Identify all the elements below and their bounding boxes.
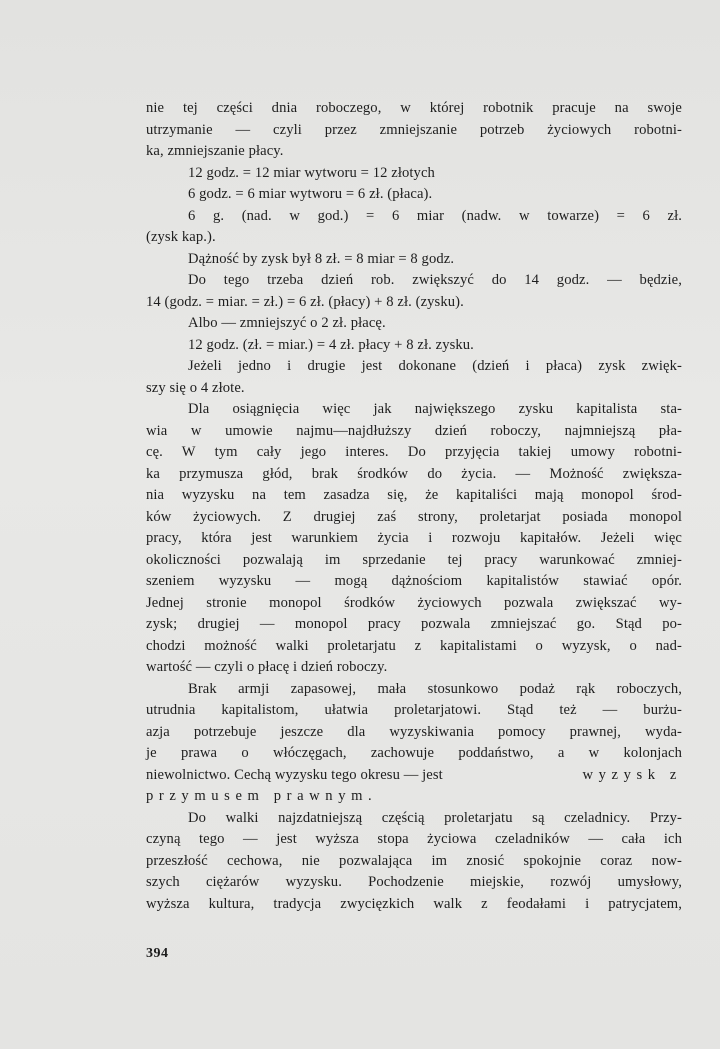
text-line: Dążność by zysk był 8 zł. = 8 miar = 8 godz. [188, 250, 455, 267]
body-text [146, 98, 682, 915]
page-number: 394 [146, 946, 169, 961]
text-line [146, 765, 682, 787]
formula-line: 14 (godz. = miar. = zł.) = 6 zł. (płacy) + 8 zł. (zysku). [146, 293, 464, 310]
text-line: utrzymanie — czyli przez zmniejszanie potrzeb życiowych robotni- [146, 121, 682, 138]
formula-line: 12 godz. = 12 miar wytworu = 12 złotych [188, 164, 435, 181]
text-line: Albo — zmniejszyć o 2 zł. płacę. [188, 315, 386, 331]
text-line: wyższa kultura, tradycja zwycięzkich walk z feodałami i patrycjatem, [146, 895, 682, 912]
spaced-emphasis: wyzysk z [582, 766, 682, 783]
text-line: Jednej stronie monopol środków życiowych pozwala zwiększać wy- [146, 594, 682, 611]
paragraph-first-line: Brak armji zapasowej, mała stosunkowo podaż rąk roboczych, [188, 680, 682, 697]
text-line: utrudnia kapitalistom, ułatwia proletarjatowi. Stąd też — burżu- [146, 702, 682, 718]
formula-line: 6 g. (nad. w god.) = 6 miar (nadw. w towarze) = 6 zł. [188, 207, 682, 224]
text-line: wia w umowie najmu—najdłuższy dzień roboczy, najmniejszą pła- [146, 422, 682, 439]
text-line: czyną tego — jest wyższa stopa życiowa czeladników — cała ich [146, 831, 682, 847]
text-line: przeszłość cechowa, nie pozwalająca im znosić spokojnie coraz now- [146, 852, 682, 869]
text-line: nia wyzysku na tem zasadza się, że kapitaliści mają monopol środ- [146, 487, 682, 503]
text-line: azja potrzebuje jeszcze dla wyzyskiwania pomocy prawnej, wyda- [146, 723, 682, 740]
text-line: chodzi możność walki proletarjatu z kapitalistami o wyzysk, o nad- [146, 637, 682, 654]
text-line: okoliczności pozwalają im sprzedanie tej pracy warunkować zmniej- [146, 551, 682, 568]
text-line: Jeżeli jedno i drugie jest dokonane (dzień i płaca) zysk zwięk- [188, 358, 682, 374]
text-line: ka przymusza głód, brak środków do życia. — Możność zwiększa- [146, 465, 682, 482]
text-line: wartość — czyli o płacę i dzień roboczy. [146, 659, 388, 675]
text-line: je prawa o włóczęgach, zachowuje poddaństwo, a w kolonjach [146, 745, 682, 761]
text-line: szeniem wyzysku — mogą dążnościom kapitalistów stawiać opór. [146, 573, 682, 589]
text-line: szy się o 4 złote. [146, 379, 245, 396]
text-line: pracy, która jest warunkiem życia i rozwoju kapitałów. Jeżeli więc [146, 530, 682, 546]
text-line: szych ciężarów wyzysku. Pochodzenie miejskie, rozwój umysłowy, [146, 874, 682, 890]
text-line: zysk; drugiej — monopol pracy pozwala zmniejszać go. Stąd po- [146, 616, 682, 632]
spaced-emphasis: przymusem prawnym. [146, 788, 378, 804]
text-fragment: niewolnictwo. Cechą wyzysku tego okresu — jest [146, 766, 443, 783]
formula-line: (zysk kap.). [146, 229, 216, 245]
paragraph-first-line: Dla osiągnięcia więc jak największego zysku kapitalista sta- [188, 401, 682, 417]
formula-line: 12 godz. (zł. = miar.) = 4 zł. płacy + 8 zł. zysku. [188, 336, 474, 353]
text-line: Do tego trzeba dzień rob. zwiększyć do 14 godz. — będzie, [188, 272, 682, 288]
text-line: ka, zmniejszanie płacy. [146, 143, 284, 159]
paragraph-first-line: Do walki najzdatniejszą częścią proletarjatu są czeladnicy. Przy- [188, 809, 682, 826]
text-line: nie tej części dnia roboczego, w której robotnik pracuje na swoje [146, 100, 682, 116]
formula-line: 6 godz. = 6 miar wytworu = 6 zł. (płaca). [188, 186, 433, 202]
text-line: cę. W tym cały jego interes. Do przyjęcia takiej umowy robotni- [146, 444, 682, 460]
text-line: ków życiowych. Z drugiej zaś strony, proletarjat posiada monopol [146, 508, 682, 525]
